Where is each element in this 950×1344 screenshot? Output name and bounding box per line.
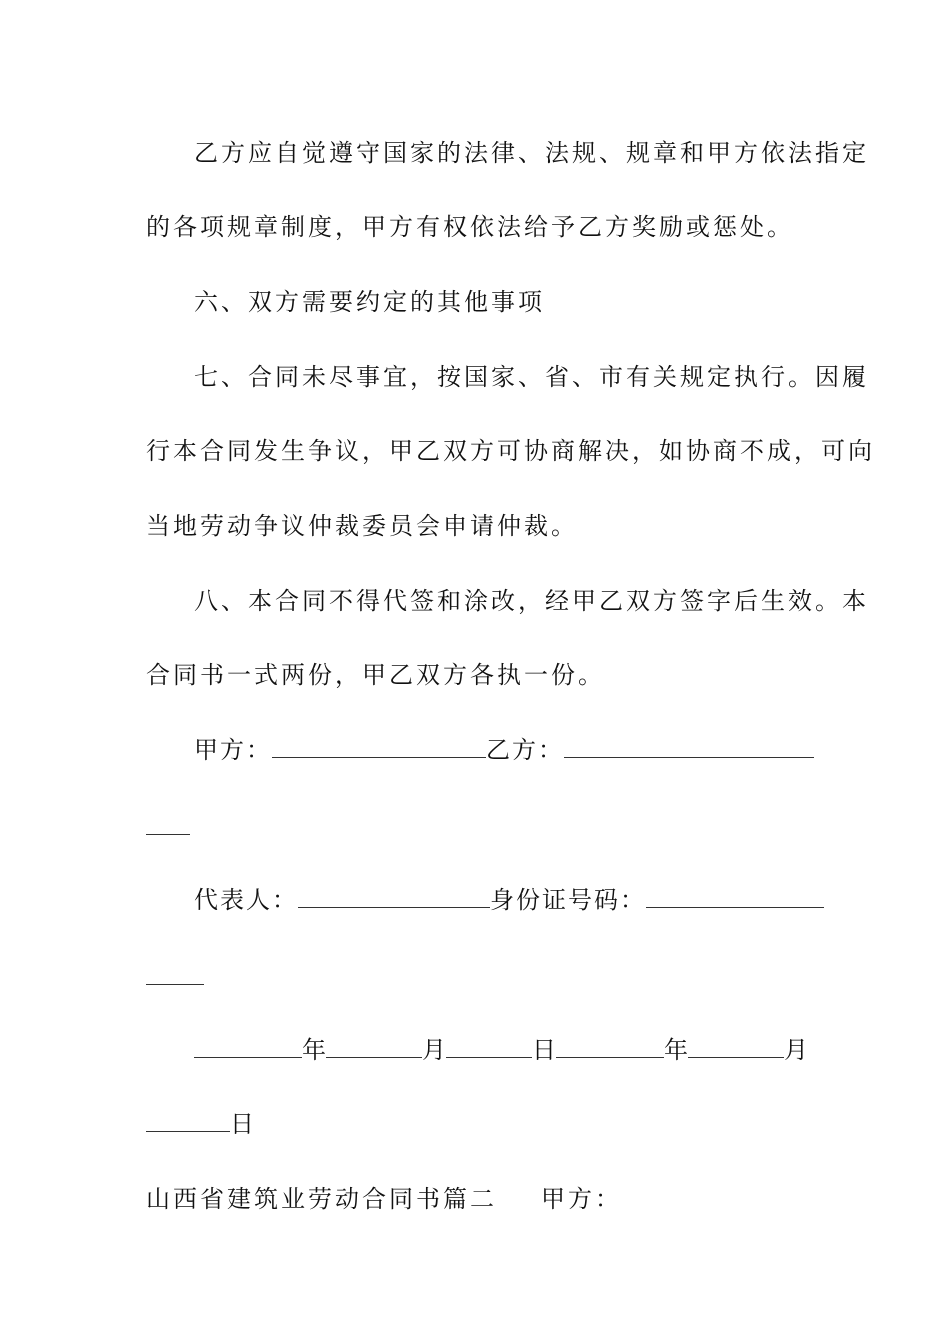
signature-representative-row [194, 884, 806, 916]
next-section-title: 山西省建筑业劳动合同书篇二 [146, 1185, 497, 1213]
paragraph-line: 行本合同发生争议，甲乙双方可协商解决，如协商不成，可向 [146, 437, 875, 465]
id-number-blank[interactable] [646, 885, 824, 908]
party-b-label: 乙方： [486, 736, 564, 764]
party-a-label: 甲方： [194, 736, 272, 764]
day-blank-b[interactable] [146, 1109, 230, 1132]
day-label: 日 [230, 1110, 254, 1138]
date-row [194, 1034, 806, 1066]
paragraph-line: 的各项规章制度，甲方有权依法给予乙方奖励或惩处。 [146, 213, 794, 241]
month-blank-a[interactable] [326, 1035, 422, 1058]
month-label: 月 [422, 1036, 446, 1064]
party-b-blank-continuation[interactable] [146, 833, 190, 835]
representative-blank[interactable] [298, 885, 490, 908]
year-label: 年 [302, 1036, 326, 1064]
year-blank-b[interactable] [556, 1035, 664, 1058]
next-section-row [146, 1183, 806, 1215]
party-a-blank[interactable] [272, 735, 486, 758]
signature-parties-row [194, 734, 806, 766]
paragraph-line: 合同书一式两份，甲乙双方各执一份。 [146, 661, 605, 689]
representative-label: 代表人： [194, 886, 298, 914]
month-label: 月 [784, 1036, 808, 1064]
paragraph-line: 七、合同未尽事宜，按国家、省、市有关规定执行。因履 [194, 363, 869, 391]
paragraph-line: 乙方应自觉遵守国家的法律、法规、规章和甲方依法指定 [194, 139, 869, 167]
next-party-a-label: 甲方： [541, 1185, 622, 1213]
id-number-blank-continuation[interactable] [146, 983, 204, 985]
day-label: 日 [532, 1036, 556, 1064]
month-blank-b[interactable] [688, 1035, 784, 1058]
party-b-blank[interactable] [564, 735, 814, 758]
paragraph-line: 八、本合同不得代签和涂改，经甲乙双方签字后生效。本 [194, 587, 869, 615]
date-row-continuation [146, 1108, 806, 1140]
year-label: 年 [664, 1036, 688, 1064]
day-blank-a[interactable] [446, 1035, 532, 1058]
paragraph-line: 当地劳动争议仲裁委员会申请仲裁。 [146, 512, 578, 540]
year-blank-a[interactable] [194, 1035, 302, 1058]
id-number-label: 身份证号码： [490, 886, 646, 914]
section-heading-6: 六、双方需要约定的其他事项 [194, 288, 545, 316]
